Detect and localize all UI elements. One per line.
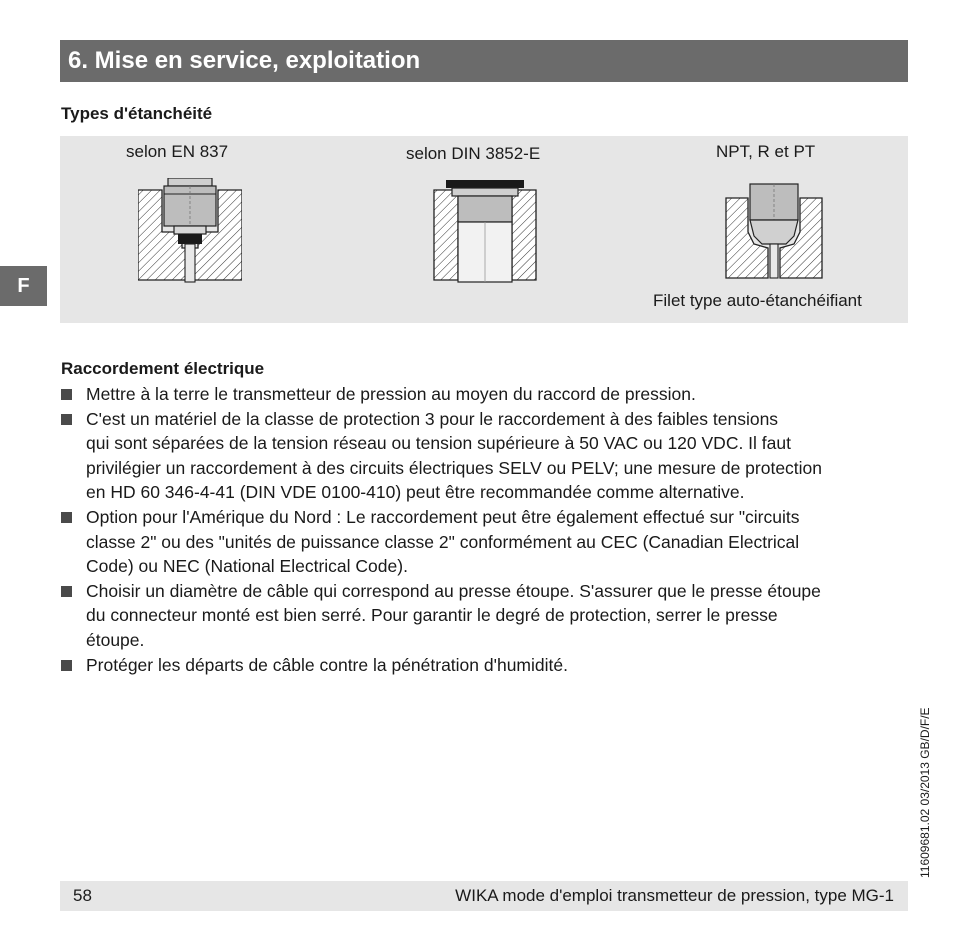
bullet-square-icon (61, 512, 72, 523)
bullet-square-icon (61, 389, 72, 400)
bullet-line: en HD 60 346-4-41 (DIN VDE 0100-410) peut être recommandée comme alternative. (86, 482, 745, 503)
bullet-line: Option pour l'Amérique du Nord : Le raccordement peut être également effectué sur "circuits (86, 506, 800, 527)
language-tab: F (0, 266, 47, 306)
footer-document-title: WIKA mode d'emploi transmetteur de pression, type MG-1 (455, 886, 894, 905)
bullet-line: privilégier un raccordement à des circuits électriques SELV ou PELV; une mesure de protection (86, 457, 823, 478)
bullet-line: classe 2" ou des "unités de puissance classe 2" conformément au CEC (Canadian Electrical (86, 531, 800, 552)
bullet-line: du connecteur monté est bien serré. Pour garantir le degré de protection, serrer le presse (86, 605, 778, 626)
bullet-line: C'est un matériel de la classe de protection 3 pour le raccordement à des faibles tensions (86, 408, 779, 429)
bullet-square-icon (61, 414, 72, 425)
section-title: 6. Mise en service, exploitation (60, 40, 908, 82)
electrical-bullet-list (60, 382, 920, 677)
electrical-heading: Raccordement électrique (61, 359, 265, 378)
bullet-line: étoupe. (86, 629, 145, 650)
sealing-types-panel (60, 136, 908, 323)
bullet-line: qui sont séparées de la tension réseau ou tension supérieure à 50 VAC ou 120 VDC. Il faut (86, 433, 791, 454)
document-code: 11609681.02 03/2013 GB/D/F/E (918, 707, 932, 878)
seal-label-din3852: selon DIN 3852-E (406, 144, 541, 163)
sealing-heading: Types d'étanchéité (61, 104, 213, 123)
bullet-line: Mettre à la terre le transmetteur de pression au moyen du raccord de pression. (86, 384, 696, 404)
bullet-square-icon (61, 660, 72, 671)
bullet-item (60, 505, 920, 579)
bullet-item (60, 579, 920, 653)
bullet-line: Choisir un diamètre de câble qui correspond au presse étoupe. S'assurer que le presse étoupe (86, 580, 821, 601)
npt-seal-diagram (722, 182, 826, 282)
seal-label-en837: selon EN 837 (126, 142, 229, 161)
page-number: 58 (73, 886, 92, 905)
bullet-line: Code) ou NEC (National Electrical Code). (86, 556, 408, 577)
en837-seal-diagram (138, 178, 242, 284)
bullet-item (60, 382, 920, 407)
self-sealing-thread-note: Filet type auto-étanchéifiant (653, 291, 862, 310)
din3852-seal-diagram (432, 178, 538, 284)
bullet-item (60, 653, 920, 678)
bullet-item (60, 407, 920, 505)
page-footer (60, 881, 908, 911)
seal-label-npt: NPT, R et PT (716, 142, 816, 161)
bullet-line: Protéger les départs de câble contre la pénétration d'humidité. (86, 654, 568, 675)
bullet-square-icon (61, 586, 72, 597)
